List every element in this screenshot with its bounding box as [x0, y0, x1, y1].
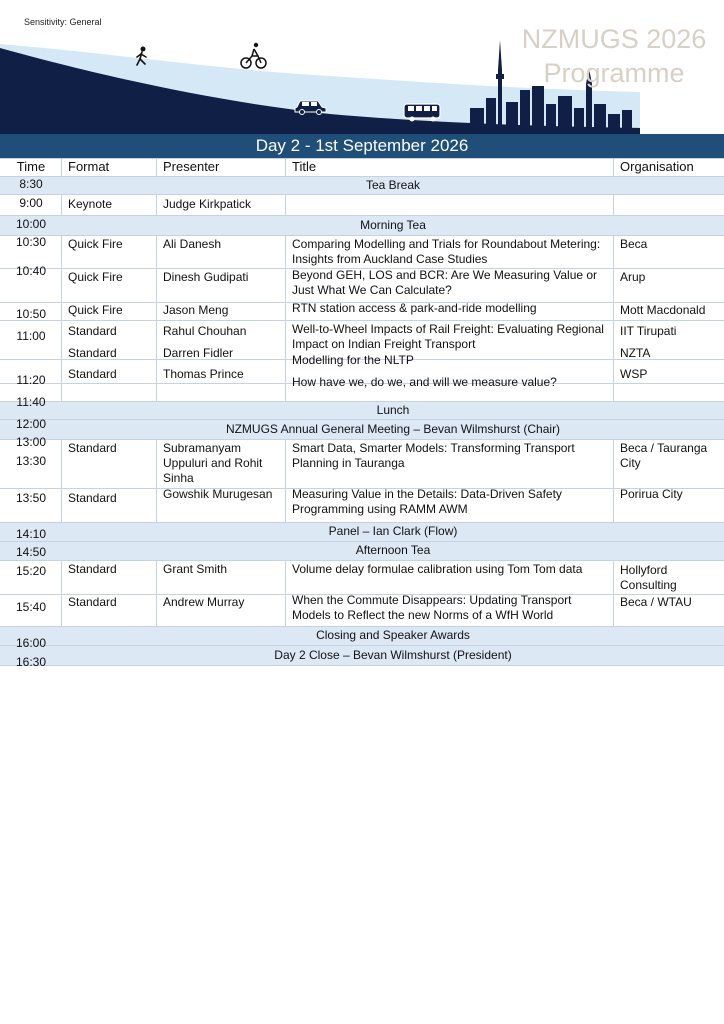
session-presenter: Ali Danesh [163, 237, 222, 251]
row-divider [0, 158, 724, 159]
time-label: 10:50 [15, 307, 47, 321]
time-label: 10:00 [15, 217, 47, 231]
column-header-title: Title [292, 159, 317, 174]
row-divider [0, 645, 724, 646]
row-divider [0, 665, 724, 666]
document-title-line-2: Programme [543, 58, 685, 88]
session-title: Measuring Value in the Details: Data-Driven Safety Programming using RAMM AWM [292, 487, 562, 516]
band-agm: NZMUGS Annual General Meeting – Bevan Wilmshurst (Chair) [62, 419, 724, 439]
day-header: Day 2 - 1st September 2026 [0, 134, 724, 158]
session-format: Quick Fire [68, 303, 123, 317]
session-title: When the Commute Disappears: Updating Transport Models to Reflect the new Norms of a WfH World [292, 593, 572, 622]
session-format: Quick Fire [68, 237, 123, 251]
session-organisation: Hollyford Consulting [620, 563, 677, 592]
session-organisation: Arup [620, 270, 646, 284]
session-presenter: Dinesh Gudipati [163, 270, 249, 284]
session-format: Standard [68, 562, 117, 576]
row-divider [0, 419, 724, 420]
band-day-close: Day 2 Close – Bevan Wilmshurst (President) [62, 645, 724, 665]
session-title: Modelling for the NLTP [292, 353, 414, 367]
row-divider [0, 235, 724, 236]
session-organisation: Mott Macdonald [620, 303, 706, 317]
row-divider [0, 215, 724, 216]
session-presenter: Subramanyam Uppuluri and Rohit Sinha [163, 441, 263, 485]
time-label: 14:10 [15, 527, 47, 541]
time-label: 15:40 [15, 600, 47, 614]
session-title: Volume delay formulae calibration using Tom Tom data [292, 562, 583, 576]
band-tea-break: Tea Break [62, 176, 724, 194]
session-format: Keynote [68, 197, 113, 211]
cyclist-icon [241, 43, 266, 68]
session-presenter: Gowshik Murugesan [163, 487, 273, 501]
time-label: 11:00 [16, 329, 46, 343]
time-label: 13:00 [15, 435, 47, 449]
column-header-time: Time [16, 159, 46, 174]
session-format: Standard [68, 491, 117, 505]
session-format: Standard [68, 595, 117, 609]
time-label: 13:50 [15, 491, 47, 505]
band-morning-tea: Morning Tea [62, 215, 724, 235]
session-presenter: Andrew Murray [163, 595, 245, 609]
column-header-organisation: Organisation [620, 159, 694, 174]
row-divider [0, 541, 724, 542]
row-divider [0, 522, 724, 523]
session-presenter: Grant Smith [163, 562, 228, 576]
time-label: 13:30 [15, 454, 47, 468]
session-format: Standard [68, 324, 117, 338]
band-closing-awards: Closing and Speaker Awards [62, 626, 724, 645]
row-divider [0, 401, 724, 402]
time-label: 10:30 [15, 235, 47, 249]
session-format: Standard [68, 441, 117, 455]
column-header-presenter: Presenter [163, 159, 220, 174]
time-label: 11:40 [16, 395, 46, 409]
row-divider [0, 439, 724, 440]
time-label: 9:00 [19, 196, 43, 210]
session-organisation: IIT Tirupati [620, 324, 677, 338]
session-presenter: Darren Fidler [163, 346, 234, 360]
time-label: 10:40 [15, 264, 47, 278]
band-lunch: Lunch [62, 401, 724, 419]
session-format: Standard [68, 367, 117, 381]
time-label: 16:30 [15, 655, 47, 669]
column-header-format: Format [68, 159, 110, 174]
time-label: 14:50 [15, 545, 47, 559]
session-presenter: Thomas Prince [163, 367, 244, 381]
band-panel: Panel – Ian Clark (Flow) [62, 522, 724, 541]
session-title: RTN station access & park-and-ride modelling [292, 301, 537, 315]
session-organisation: Porirua City [620, 487, 683, 501]
time-label: 11:20 [16, 373, 46, 387]
row-divider [0, 320, 724, 321]
row-divider [0, 560, 724, 561]
time-label: 15:20 [15, 564, 47, 578]
time-label: 12:00 [15, 417, 47, 431]
session-organisation: Beca [620, 237, 648, 251]
session-title: Beyond GEH, LOS and BCR: Are We Measuring Value or Just What We Can Calculate? [292, 268, 598, 297]
session-title: Comparing Modelling and Trials for Roundabout Metering: Insights from Auckland Case Studies [292, 237, 601, 266]
sensitivity-label: Sensitivity: General [24, 17, 102, 27]
session-organisation: WSP [620, 367, 648, 381]
session-organisation: Beca / WTAU [620, 595, 692, 609]
session-title: Smart Data, Smarter Models: Transforming Transport Planning in Tauranga [292, 441, 575, 470]
session-organisation: Beca / Tauranga City [620, 441, 708, 470]
document-title [514, 22, 714, 90]
time-label: 8:30 [19, 177, 43, 191]
band-afternoon-tea: Afternoon Tea [62, 541, 724, 560]
session-format: Standard [68, 346, 117, 360]
session-presenter: Jason Meng [163, 303, 229, 317]
session-presenter: Judge Kirkpatick [163, 197, 252, 211]
document-title-line-1: NZMUGS 2026 [521, 24, 707, 54]
row-divider [0, 176, 724, 177]
session-format: Quick Fire [68, 270, 123, 284]
row-divider [0, 626, 724, 627]
session-title: Well-to-Wheel Impacts of Rail Freight: Evaluating Regional Impact on Indian Freight Transport [292, 322, 604, 351]
session-organisation: NZTA [620, 346, 651, 360]
session-title: How have we, do we, and will we measure value? [292, 375, 557, 389]
session-presenter: Rahul Chouhan [163, 324, 247, 338]
row-divider [0, 194, 724, 195]
time-label: 16:00 [15, 636, 47, 650]
